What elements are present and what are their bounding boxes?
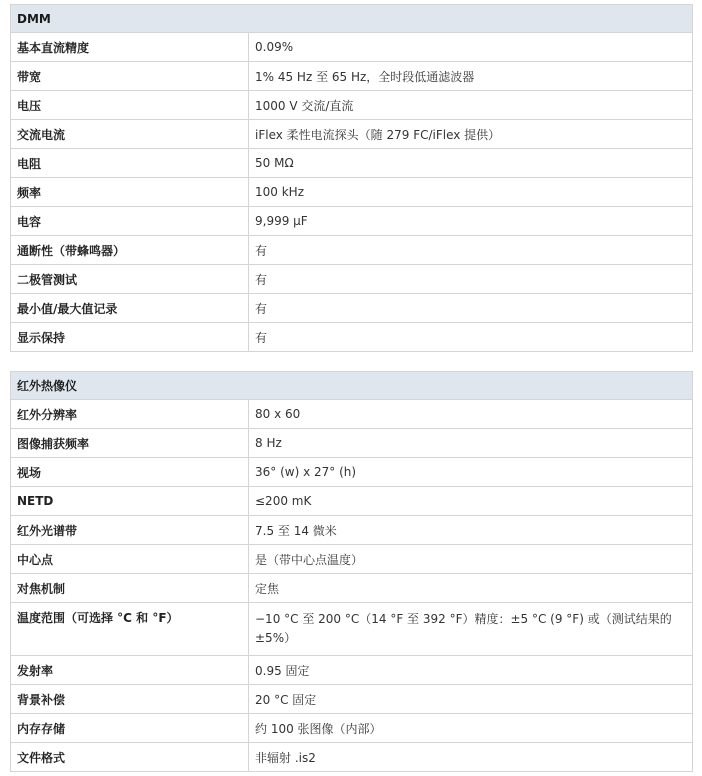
spec-key: 背景补偿 [11, 685, 249, 714]
spec-key: 内存存储 [11, 714, 249, 743]
table-row [11, 743, 693, 772]
spec-value: 9,999 μF [249, 207, 693, 236]
spec-value: 0.95 固定 [249, 656, 693, 685]
table-row [11, 574, 693, 603]
table-row [11, 178, 693, 207]
table-row [11, 91, 693, 120]
spec-key: 电阻 [11, 149, 249, 178]
spec-key: 最小值/最大值记录 [11, 294, 249, 323]
spec-value: 7.5 至 14 微米 [249, 516, 693, 545]
table-row [11, 400, 693, 429]
spec-value: 80 x 60 [249, 400, 693, 429]
table-row [11, 323, 693, 352]
spec-key: 视场 [11, 458, 249, 487]
spec-value: 20 °C 固定 [249, 685, 693, 714]
table-row [11, 265, 693, 294]
table-row [11, 516, 693, 545]
table-row [11, 149, 693, 178]
spec-value: 0.09% [249, 33, 693, 62]
spec-key: 基本直流精度 [11, 33, 249, 62]
table-row [11, 714, 693, 743]
spec-value: 50 MΩ [249, 149, 693, 178]
spec-key: 图像捕获频率 [11, 429, 249, 458]
spec-value: 有 [249, 323, 693, 352]
spec-value: 100 kHz [249, 178, 693, 207]
table-row [11, 429, 693, 458]
spec-value: 约 100 张图像（内部） [249, 714, 693, 743]
spec-value: 36° (w) x 27° (h) [249, 458, 693, 487]
spec-key: 通断性（带蜂鸣器） [11, 236, 249, 265]
spec-key: 发射率 [11, 656, 249, 685]
spec-value: 8 Hz [249, 429, 693, 458]
dmm-section-title: DMM [11, 5, 693, 33]
table-row [11, 207, 693, 236]
spec-key: 红外分辨率 [11, 400, 249, 429]
dmm-spec-table [10, 4, 693, 352]
spec-key: 显示保持 [11, 323, 249, 352]
spec-key: 带宽 [11, 62, 249, 91]
table-row [11, 487, 693, 516]
table-row [11, 685, 693, 714]
spec-value: 定焦 [249, 574, 693, 603]
spec-key: 二极管测试 [11, 265, 249, 294]
table-row [11, 236, 693, 265]
table-row [11, 458, 693, 487]
spec-value: −10 °C 至 200 °C（14 °F 至 392 °F）精度：±5 °C (9 °F) 或（测试结果的 ±5%） [249, 603, 693, 656]
table-row [11, 62, 693, 91]
table-row [11, 294, 693, 323]
spec-value: 1000 V 交流/直流 [249, 91, 693, 120]
spec-key: 对焦机制 [11, 574, 249, 603]
spec-value: 非辐射 .is2 [249, 743, 693, 772]
spec-value: 1% 45 Hz 至 65 Hz，全时段低通滤波器 [249, 62, 693, 91]
ir-section-title: 红外热像仪 [11, 372, 693, 400]
spec-value: 有 [249, 265, 693, 294]
table-row [11, 603, 693, 656]
thermal-imager-spec-table [10, 371, 693, 772]
spec-key: 交流电流 [11, 120, 249, 149]
table-row [11, 33, 693, 62]
table-row [11, 545, 693, 574]
spec-key: 文件格式 [11, 743, 249, 772]
spec-key: 电压 [11, 91, 249, 120]
spec-value: 有 [249, 294, 693, 323]
spec-key: 频率 [11, 178, 249, 207]
spec-value: iFlex 柔性电流探头（随 279 FC/iFlex 提供） [249, 120, 693, 149]
spec-key: 电容 [11, 207, 249, 236]
dmm-header-row [11, 5, 693, 33]
spec-key: 中心点 [11, 545, 249, 574]
spec-value: ≤200 mK [249, 487, 693, 516]
table-row [11, 120, 693, 149]
spec-key: NETD [11, 487, 249, 516]
spec-key: 红外光谱带 [11, 516, 249, 545]
spec-value: 是（带中心点温度） [249, 545, 693, 574]
spec-value: 有 [249, 236, 693, 265]
table-row [11, 656, 693, 685]
ir-header-row [11, 372, 693, 400]
spec-key: 温度范围（可选择 °C 和 °F） [11, 603, 249, 656]
